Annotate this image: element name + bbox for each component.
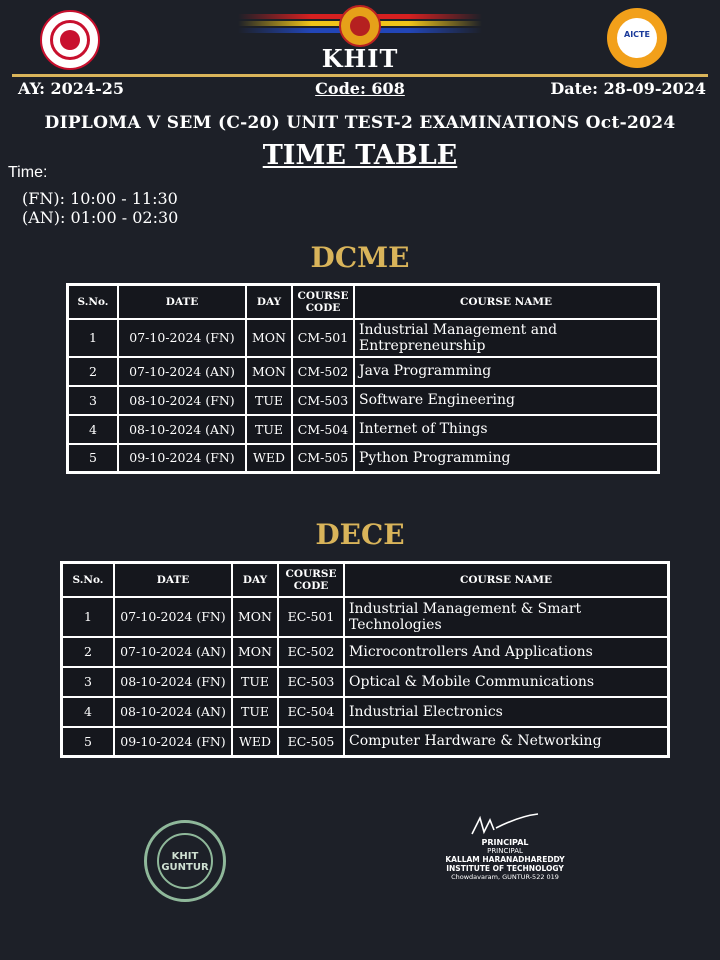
- cell-code: CM-504: [292, 415, 354, 444]
- cell-sno: 3: [68, 386, 119, 415]
- cell-code: CM-501: [292, 319, 354, 357]
- col-date: DATE: [118, 285, 246, 319]
- cell-day: MON: [246, 319, 292, 357]
- issue-date: Date: 28-09-2024: [550, 79, 706, 98]
- table-row: [62, 637, 669, 667]
- cell-sno: 4: [62, 697, 115, 727]
- khit-emblem: [339, 5, 381, 47]
- time-an: (AN): 01:00 - 02:30: [22, 208, 179, 227]
- cell-day: TUE: [232, 667, 278, 697]
- table-row: [68, 415, 659, 444]
- table-row: [62, 697, 669, 727]
- cell-date: 07-10-2024 (AN): [118, 357, 246, 386]
- cell-day: TUE: [232, 697, 278, 727]
- cell-course-name: Computer Hardware & Networking: [344, 727, 669, 757]
- time-label: Time:: [8, 164, 48, 181]
- col-name: COURSE NAME: [354, 285, 659, 319]
- cell-code: CM-503: [292, 386, 354, 415]
- time-fn: (FN): 10:00 - 11:30: [22, 189, 178, 208]
- cell-course-name: Industrial Management and Entrepreneurship: [354, 319, 659, 357]
- cell-day: TUE: [246, 415, 292, 444]
- cell-date: 08-10-2024 (FN): [114, 667, 232, 697]
- table-row: [68, 444, 659, 473]
- col-sno: S.No.: [62, 563, 115, 597]
- cell-code: CM-502: [292, 357, 354, 386]
- cell-day: MON: [232, 597, 278, 637]
- cell-course-name: Optical & Mobile Communications: [344, 667, 669, 697]
- dcme-table: [66, 283, 660, 474]
- cell-sno: 5: [68, 444, 119, 473]
- cell-day: WED: [246, 444, 292, 473]
- cell-date: 08-10-2024 (AN): [114, 697, 232, 727]
- dept-title-dcme: DCME: [310, 241, 410, 274]
- cell-date: 07-10-2024 (FN): [114, 597, 232, 637]
- dept-title-dece: DECE: [315, 518, 405, 551]
- cell-course-name: Internet of Things: [354, 415, 659, 444]
- col-name: COURSE NAME: [344, 563, 669, 597]
- table-header-row: [68, 285, 659, 319]
- signature-mark: [460, 812, 540, 838]
- cell-course-name: Microcontrollers And Applications: [344, 637, 669, 667]
- cell-day: MON: [246, 357, 292, 386]
- cell-date: 07-10-2024 (AN): [114, 637, 232, 667]
- col-sno: S.No.: [68, 285, 119, 319]
- table-row: [62, 597, 669, 637]
- cell-sno: 5: [62, 727, 115, 757]
- cell-day: WED: [232, 727, 278, 757]
- table-row: [68, 386, 659, 415]
- cell-sno: 2: [68, 357, 119, 386]
- cell-course-name: Python Programming: [354, 444, 659, 473]
- college-stamp: KHIT GUNTUR: [144, 820, 226, 902]
- institute-brand: KHIT: [321, 44, 399, 73]
- table-row: [68, 357, 659, 386]
- cell-code: EC-503: [278, 667, 344, 697]
- cell-sno: 4: [68, 415, 119, 444]
- cell-course-name: Industrial Management & Smart Technologies: [344, 597, 669, 637]
- cell-course-name: Software Engineering: [354, 386, 659, 415]
- table-row: [62, 667, 669, 697]
- cell-date: 08-10-2024 (FN): [118, 386, 246, 415]
- cell-code: EC-505: [278, 727, 344, 757]
- table-row: [62, 727, 669, 757]
- principal-label-2: PRINCIPAL: [487, 847, 523, 855]
- principal-label: PRINCIPAL: [481, 838, 529, 847]
- cell-code: EC-504: [278, 697, 344, 727]
- principal-signature-block: [440, 812, 570, 881]
- aicte-logo: AICTE: [607, 8, 667, 68]
- cell-course-name: Java Programming: [354, 357, 659, 386]
- cell-sno: 1: [68, 319, 119, 357]
- cell-code: EC-502: [278, 637, 344, 667]
- col-code: COURSE CODE: [292, 285, 354, 319]
- table-header-row: [62, 563, 669, 597]
- col-date: DATE: [114, 563, 232, 597]
- exam-subtitle: DIPLOMA V SEM (C-20) UNIT TEST-2 EXAMINATIONS Oct-2024: [44, 113, 676, 133]
- cell-code: EC-501: [278, 597, 344, 637]
- academic-year: AY: 2024-25: [18, 79, 124, 98]
- cell-course-name: Industrial Electronics: [344, 697, 669, 727]
- cell-sno: 3: [62, 667, 115, 697]
- cell-date: 09-10-2024 (FN): [118, 444, 246, 473]
- institute-name-2: INSTITUTE OF TECHNOLOGY: [446, 864, 564, 873]
- col-day: DAY: [232, 563, 278, 597]
- header-divider: [12, 74, 708, 77]
- col-day: DAY: [246, 285, 292, 319]
- page-title: TIME TABLE: [262, 140, 458, 171]
- institute-name-1: KALLAM HARANADHAREDDY: [445, 855, 565, 864]
- col-code: COURSE CODE: [278, 563, 344, 597]
- cell-day: MON: [232, 637, 278, 667]
- code-label: Code: 608: [315, 79, 405, 98]
- cell-sno: 2: [62, 637, 115, 667]
- cell-date: 09-10-2024 (FN): [114, 727, 232, 757]
- cell-date: 08-10-2024 (AN): [118, 415, 246, 444]
- table-row: [68, 319, 659, 357]
- institute-address: Chowdavaram, GUNTUR-522 019: [451, 873, 559, 881]
- cell-code: CM-505: [292, 444, 354, 473]
- cell-date: 07-10-2024 (FN): [118, 319, 246, 357]
- cell-day: TUE: [246, 386, 292, 415]
- dece-table: [60, 561, 670, 758]
- cell-sno: 1: [62, 597, 115, 637]
